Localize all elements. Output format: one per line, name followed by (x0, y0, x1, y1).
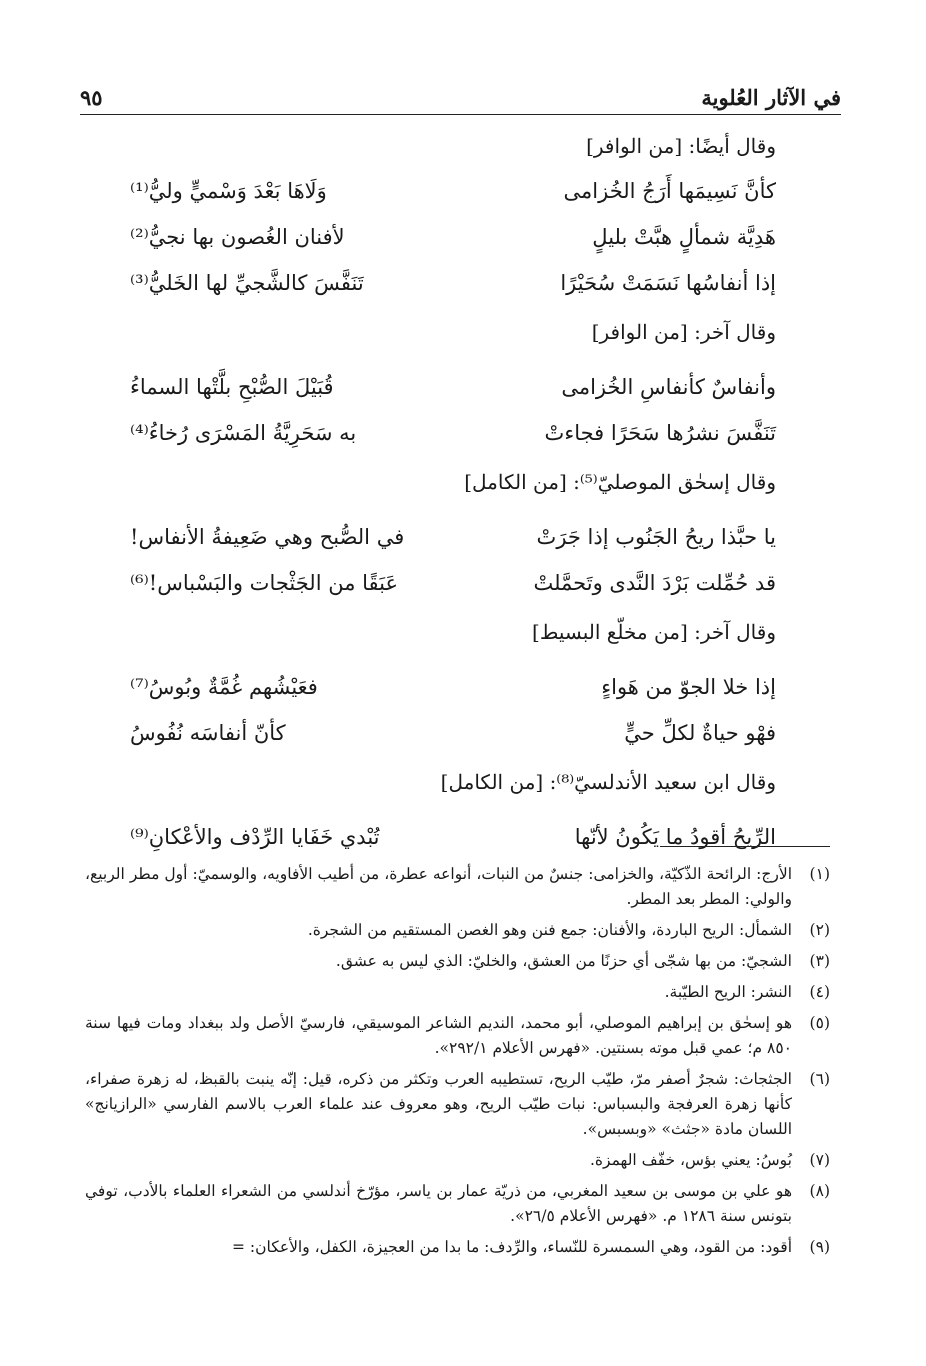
second-hemistich: عَبَقًا من الجَثْجات والبَسْباس!⁽⁶⁾ (130, 571, 399, 595)
poem-intro: وقال آخر: [من مخلّع البسيط] (532, 620, 776, 644)
verse-line (130, 814, 776, 860)
second-hemistich: فعَيْشُهم غُمَّةٌ وبُوسُ⁽⁷⁾ (130, 675, 318, 699)
first-hemistich: وأنفاسٌ كأنفاسِ الخُزامى (561, 375, 776, 399)
second-hemistich: كأنّ أنفاسَه نُفُوسُ (130, 721, 286, 745)
first-hemistich: إذا أنفاسُها نَسَمَتْ سُحَيْرًا (560, 271, 776, 295)
footnote-number: (٨) (809, 1182, 830, 1200)
first-hemistich: يا حبَّذا ريحُ الجَنُوب إذا جَرَتْ (536, 525, 776, 549)
footnote-number: (٢) (809, 921, 830, 939)
poem-intro: وقال ابن سعيد الأندلسيّ⁽⁸⁾: [من الكامل] (440, 770, 776, 794)
footnote (85, 1067, 830, 1142)
first-hemistich: كأنَّ نَسِيمَها أَرَجُ الخُزامى (563, 179, 776, 203)
verse-line (130, 410, 776, 456)
footnote (85, 862, 830, 912)
footnote (85, 980, 830, 1005)
footnote-text: الجثجاث: شجرٌ أصفر مرّ، طيّب الريح، تستطيبه العرب وتكثر من ذكره، قيل: إنّه ينبت بالقبظ، له زهرة صفراء، كأنها زهرة العرفجة والبسباس: نبات طيّب الريح، وهو معروف عند علماء العرب بالاسم الفارسي «الرازيانج» اللسان مادة «جثث» «وبسبس». (85, 1070, 792, 1138)
footnote-text: الشمأل: الريح الباردة، والأفنان: جمع فنن وهو الغصن المستقيم من الشجرة. (307, 921, 792, 939)
second-hemistich: وَلَاهَا بَعْدَ وَسْميٍّ وليُّ⁽¹⁾ (130, 179, 327, 203)
footnote-separator (660, 846, 830, 847)
footnote-text: الأرج: الرائحة الذّكيّة، والخزامى: جنسٌ من النبات، أنواعه عطرة، من أطيب الأفاويه، والوسميّ: أول مطر الربيع، والولي: المطر بعد المطر. (85, 865, 792, 908)
verse-line (130, 560, 776, 606)
footnote-text: بُوسُ: يعني بؤس، خفّف الهمزة. (589, 1151, 792, 1169)
first-hemistich: هَدِيَّة شمألٍ هبَّتْ بليلٍ (592, 225, 776, 249)
second-hemistich: تُبْدي خَفَايا الرِّدْف والأعْكانِ⁽⁹⁾ (130, 825, 380, 849)
first-hemistich: فهْو حياةٌ لكلِّ حيٍّ (624, 721, 776, 745)
verse-line (130, 364, 776, 410)
page-number: ٩٥ (80, 85, 103, 110)
footnote-text: هو علي بن موسى بن سعيد المغربي، من ذريّة عمار بن ياسر، مؤرّخ أندلسي من الشعراء العلماء بالأدب، توفي بتونس سنة ١٢٨٦ م. «فهرس الأعلام ٢٦/٥». (85, 1182, 792, 1225)
verse-line (130, 168, 776, 214)
footnote-number: (١) (809, 865, 830, 883)
second-hemistich: قُبَيْلَ الصُّبْحِ بلَّتْها السماءُ (130, 375, 334, 399)
verse-line (130, 514, 776, 560)
footnote-text: النشر: الريح الطيّبة. (664, 983, 792, 1001)
verse-line (130, 710, 776, 756)
verse-line (130, 214, 776, 260)
footnote-number: (٤) (809, 983, 830, 1001)
verse-line (130, 260, 776, 306)
footnote-number: (٦) (809, 1070, 830, 1088)
footnote-number: (٩) (809, 1238, 830, 1256)
footnote (85, 1011, 830, 1061)
footnote (85, 1148, 830, 1173)
footnote-number: (٣) (809, 952, 830, 970)
first-hemistich: قد حُمِّلت بَرْدَ النَّدى وتَحمَّلتْ (533, 571, 776, 595)
footnote (85, 1179, 830, 1229)
first-hemistich: إذا خلا الجوّ من هَواءٍ (601, 675, 776, 699)
second-hemistich: في الصُّبح وهي ضَعِيفةُ الأنفاس! (130, 525, 405, 549)
footnote (85, 1235, 830, 1260)
poem-intro: وقال آخر: [من الوافر] (591, 320, 776, 344)
first-hemistich: الرِّيحُ أقودُ ما يَكُونُ لأنّها (574, 825, 776, 849)
footnotes (85, 862, 830, 1266)
footnote-number: (٧) (809, 1151, 830, 1169)
running-title: في الآثار العُلوية (701, 85, 841, 110)
verse-line (130, 664, 776, 710)
poem-intro: وقال إسحٰق الموصليّ⁽⁵⁾: [من الكامل] (464, 470, 776, 494)
poems-body (130, 120, 776, 860)
footnote (85, 918, 830, 943)
page-header (80, 60, 841, 115)
footnote (85, 949, 830, 974)
footnote-number: (٥) (809, 1014, 830, 1032)
second-hemistich: تَنَفَّسَ كالشَّجيِّ لها الخَليُّ⁽³⁾ (130, 271, 364, 295)
footnote-text: أقود: من القود، وهي السمسرة للنّساء، والرِّدف: ما بدا من العجيزة، الكفل، والأعكان: = (232, 1238, 792, 1256)
second-hemistich: به سَحَرِيَّةُ المَسْرَى رُخاءُ⁽⁴⁾ (130, 421, 357, 445)
poem-intro: وقال أيضًا: [من الوافر] (586, 134, 776, 158)
first-hemistich: تَنَفَّسَ نشرُها سَحَرًا فجاءتْ (544, 421, 776, 445)
footnote-text: الشجيّ: من بها شجّى أي حزنًا من العشق، والخليّ: الذي ليس به عشق. (335, 952, 792, 970)
footnote-text: هو إسحٰق بن إبراهيم الموصلي، أبو محمد، النديم الشاعر الموسيقي، فارسيّ الأصل ولد ببغداد ومات فيها سنة ٨٥٠ م؛ عمي قبل موته بسنتين. «فهرس الأعلام ٢٩٢/١». (85, 1014, 792, 1057)
second-hemistich: لأفنان الغُصون بها نجيُّ⁽²⁾ (130, 225, 345, 249)
